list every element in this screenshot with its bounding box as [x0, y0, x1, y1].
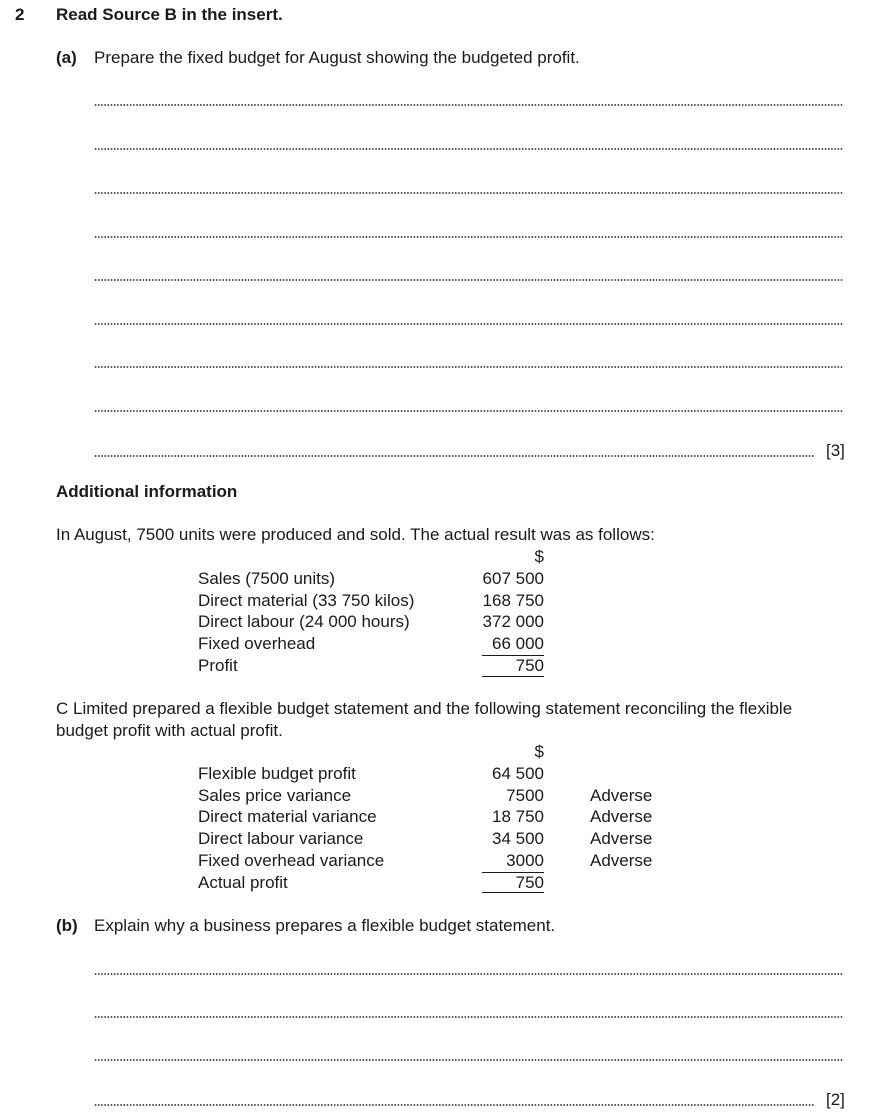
part-a-prompt: Prepare the fixed budget for August showing the budgeted profit. — [94, 48, 580, 67]
additional-intro: In August, 7500 units were produced and sold. The actual result was as follows: — [56, 525, 655, 544]
row-value: 7500 — [506, 786, 544, 805]
row-value: 607 500 — [482, 569, 544, 588]
row-label: Fixed overhead — [198, 634, 316, 653]
row-label: Profit — [198, 656, 238, 675]
part-b-prompt: Explain why a business prepares a flexible budget statement. — [94, 916, 556, 935]
answer-line[interactable] — [94, 236, 844, 238]
currency-header: $ — [534, 547, 544, 566]
row-label: Direct labour (24 000 hours) — [198, 612, 410, 631]
row-label: Fixed overhead variance — [198, 851, 385, 870]
part-b-label: (b) — [56, 916, 78, 935]
total-rule — [482, 676, 544, 677]
variance-note: Adverse — [590, 807, 653, 826]
answer-line[interactable] — [94, 1059, 844, 1061]
row-label: Actual profit — [198, 873, 288, 892]
row-label: Direct material variance — [198, 807, 377, 826]
answer-line[interactable] — [94, 1016, 844, 1018]
part-a-marks: [3] — [826, 441, 845, 460]
answer-line[interactable] — [94, 366, 844, 368]
row-value: 750 — [515, 873, 544, 892]
part-b-marks: [2] — [826, 1090, 845, 1109]
row-label: Direct material (33 750 kilos) — [198, 591, 415, 610]
row-value: 64 500 — [492, 764, 544, 783]
row-value: 34 500 — [492, 829, 544, 848]
answer-line[interactable] — [94, 192, 844, 194]
answer-line[interactable] — [94, 323, 844, 325]
row-value: 3000 — [506, 851, 544, 870]
row-label: Direct labour variance — [198, 829, 364, 848]
variance-note: Adverse — [590, 786, 653, 805]
row-value: 168 750 — [482, 591, 544, 610]
variance-note: Adverse — [590, 829, 653, 848]
part-a-label: (a) — [56, 48, 77, 67]
variance-note: Adverse — [590, 851, 653, 870]
answer-line[interactable] — [94, 973, 844, 975]
row-label: Sales price variance — [198, 786, 352, 805]
row-label: Flexible budget profit — [198, 764, 356, 783]
answer-line[interactable] — [94, 1104, 814, 1106]
row-value: 372 000 — [482, 612, 544, 631]
answer-line[interactable] — [94, 455, 814, 457]
total-rule — [482, 892, 544, 893]
question-instruction: Read Source B in the insert. — [56, 5, 283, 24]
additional-heading: Additional information — [56, 482, 238, 501]
currency-header: $ — [534, 742, 544, 761]
row-value: 18 750 — [492, 807, 544, 826]
answer-line[interactable] — [94, 104, 844, 106]
answer-line[interactable] — [94, 279, 844, 281]
answer-line[interactable] — [94, 148, 844, 150]
answer-line[interactable] — [94, 410, 844, 412]
flex-intro-line2: budget profit with actual profit. — [56, 721, 283, 740]
row-label: Sales (7500 units) — [198, 569, 336, 588]
row-value: 66 000 — [492, 634, 544, 653]
row-value: 750 — [515, 656, 544, 675]
flex-intro-line1: C Limited prepared a flexible budget statement and the following statement reconciling the flexible — [56, 699, 793, 718]
question-number: 2 — [15, 5, 25, 24]
